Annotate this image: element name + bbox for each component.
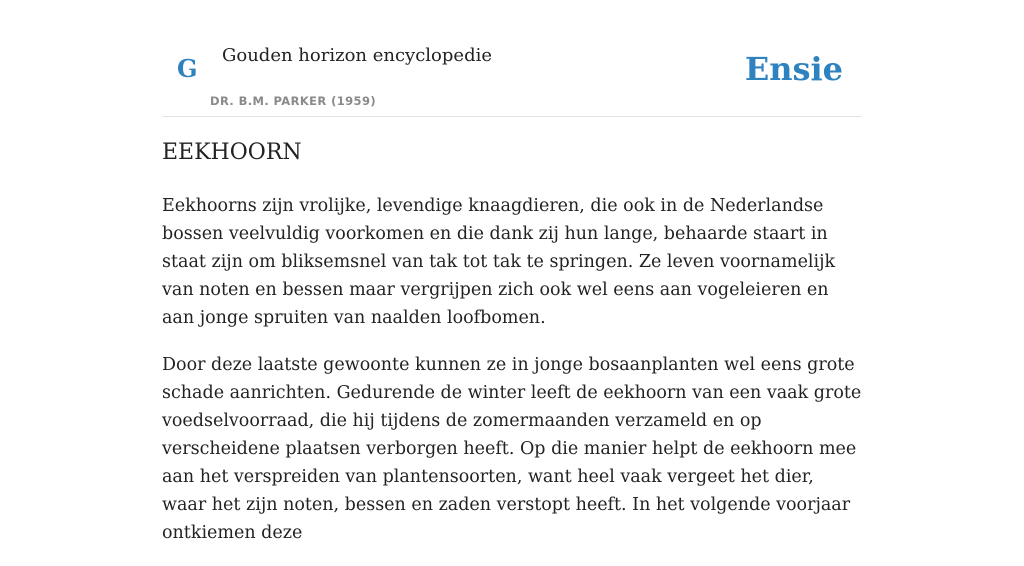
article-paragraph: Door deze laatste gewoonte kunnen ze in jonge bosaanplanten wel eens grote schade aanrichten. Gedurende de winter leeft de eekhoorn van een vaak grote voedselvoorraad, die hij tijdens de zomermaanden verzameld en op verscheidene plaatsen verborgen heeft. Op die manier helpt de eekhoorn mee aan het verspreiden van plantensoorten, want heel vaak vergeet het dier, waar het zijn noten, bessen en zaden verstopt heeft. In het volgende voorjaar ontkiemen deze [162, 355, 862, 543]
book-logo-icon[interactable]: G [177, 54, 198, 83]
book-header [162, 0, 862, 117]
article-paragraph: Eekhoorns zijn vrolijke, levendige knaagdieren, die ook in de Nederlandse bossen veelvuldig voorkomen en die dank zij hun lange, behaarde staart in staat zijn om bliksemsnel van tak tot tak te springen. Ze leven voornamelijk van noten en bessen maar vergrijpen zich ook wel eens aan vogeleieren en aan jonge spruiten van naalden loofbomen. [162, 196, 836, 328]
brand-logo-link[interactable]: Ensie [744, 50, 843, 88]
book-title[interactable]: Gouden horizon encyclopedie [222, 45, 492, 66]
entry-title: EEKHOORN [162, 140, 302, 165]
article-body [162, 192, 862, 566]
book-author: DR. B.M. PARKER (1959) [210, 94, 377, 108]
